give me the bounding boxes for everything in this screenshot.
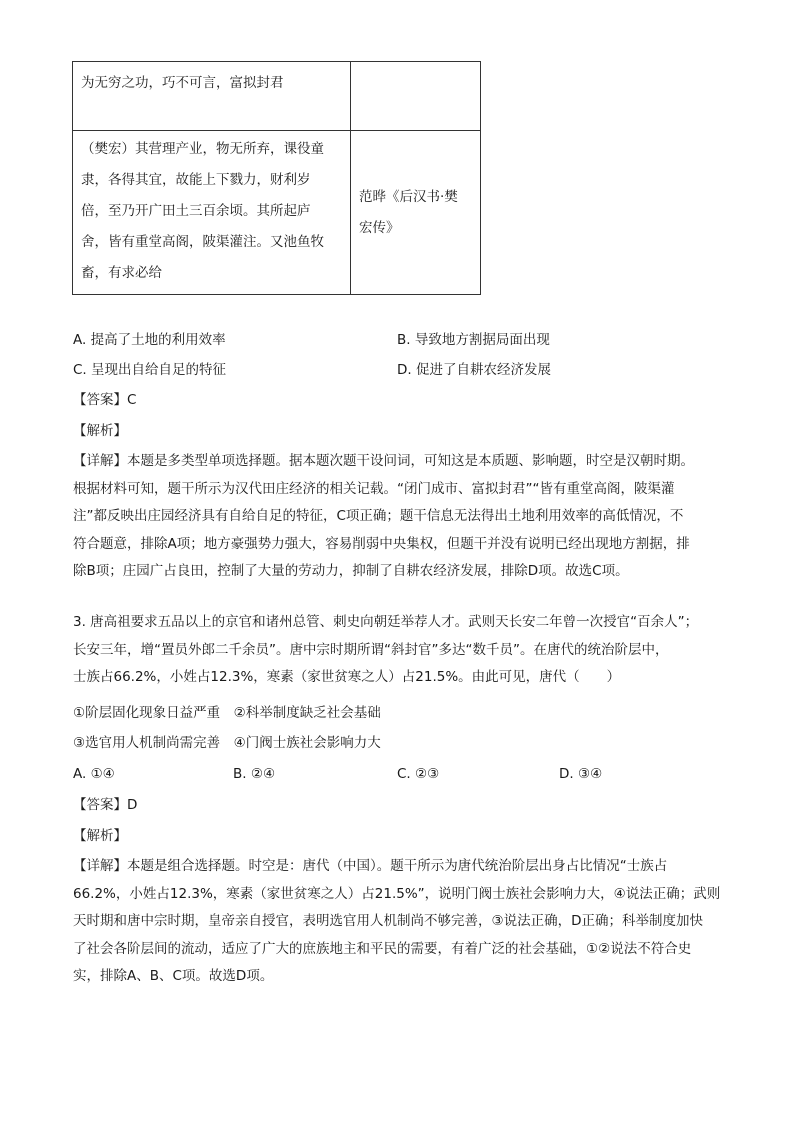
table-text-line: 畜，有求必给 bbox=[81, 265, 162, 281]
q2-detail-line: 注”都反映出庄园经济具有自给自足的特征，C项正确；题干信息无法得出土地利用效率的高低情况，不 bbox=[73, 508, 684, 525]
q3-option-c: C. ②③ bbox=[397, 766, 440, 782]
q3-option-b: B. ②④ bbox=[233, 766, 276, 782]
source-line: 宏传》 bbox=[359, 219, 400, 236]
q3-option-a: A. ①④ bbox=[73, 766, 115, 782]
table-cell-source bbox=[351, 62, 481, 131]
q3-stem-line: 3. 唐高祖要求五品以上的京官和诸州总管、刺史向朝廷举荐人才。武则天长安二年曾一次授官“百余人”； bbox=[73, 614, 699, 630]
q2-option-c: C. 呈现出自给自足的特征 bbox=[73, 362, 227, 378]
q2-detail-line: 符合题意，排除A项；地方豪强势力强大，容易削弱中央集权，但题干并没有说明已经出现地方割据，排 bbox=[73, 535, 690, 552]
table-row bbox=[73, 62, 481, 131]
q2-detail-paragraph bbox=[73, 448, 725, 586]
table-text-line: 舍，皆有重堂高阁，陂渠灌注。又池鱼牧 bbox=[81, 234, 324, 250]
table-row bbox=[73, 131, 481, 295]
q3-detail-line: 66.2%，小姓占12.3%，寒素（家世贫寒之人）占21.5%”，说明门阀士族社会影响力大，④说法正确；武则 bbox=[73, 885, 721, 902]
table-cell-source bbox=[351, 131, 481, 295]
q3-detail-line: 天时期和唐中宗时期，皇帝亲自授官，表明选官用人机制尚不够完善，③说法正确，D正确；科举制度加快 bbox=[73, 913, 703, 930]
q3-answer: 【答案】D bbox=[73, 797, 138, 813]
q3-option-d: D. ③④ bbox=[559, 766, 603, 782]
q2-option-d: D. 促进了自耕农经济发展 bbox=[397, 362, 551, 378]
table-text-line: 倍，至乃开广田土三百余顷。其所起庐 bbox=[81, 203, 311, 219]
q2-detail-line: 【详解】本题是多类型单项选择题。据本题次题干设问词，可知这是本质题、影响题，时空是汉朝时期。 bbox=[73, 453, 694, 469]
q3-stem-line: 士族占66.2%，小姓占12.3%，寒素（家世贫寒之人）占21.5%。由此可见，唐代（ ） bbox=[73, 669, 621, 686]
q2-analysis-heading: 【解析】 bbox=[73, 423, 127, 439]
q2-option-a: A. 提高了土地的利用效率 bbox=[73, 332, 226, 348]
q2-answer: 【答案】C bbox=[73, 392, 137, 408]
q2-option-b: B. 导致地方割据局面出现 bbox=[397, 332, 550, 348]
q3-statements-2: ③选官用人机制尚需完善 ④门阀士族社会影响力大 bbox=[73, 735, 381, 751]
table-text-line: 隶，各得其宜，故能上下戮力，财利岁 bbox=[81, 172, 311, 188]
table-cell-text: 为无穷之功，巧不可言，富拟封君 bbox=[73, 62, 351, 131]
q3-statements-1: ①阶层固化现象日益严重 ②科举制度缺乏社会基础 bbox=[73, 705, 381, 721]
source-line: 范晔《后汉书·樊 bbox=[359, 188, 458, 205]
table-text-line: （樊宏）其营理产业，物无所弃，课役童 bbox=[81, 141, 324, 157]
table-cell-text bbox=[73, 131, 351, 295]
q3-detail-paragraph bbox=[73, 853, 725, 991]
q3-detail-line: 了社会各阶层间的流动，适应了广大的庶族地主和平民的需要，有着广泛的社会基础，①②说法不符合史 bbox=[73, 940, 692, 957]
q3-stem bbox=[73, 609, 725, 692]
q2-detail-line: 除B项；庄园广占良田，控制了大量的劳动力，抑制了自耕农经济发展，排除D项。故选C项。 bbox=[73, 563, 629, 580]
q2-detail-line: 根据材料可知，题干所示为汉代田庄经济的相关记载。“闭门成市、富拟封君”“皆有重堂高阁，陂渠灌 bbox=[73, 480, 675, 497]
q3-detail-line: 实，排除A、B、C项。故选D项。 bbox=[73, 968, 274, 985]
q3-detail-line: 【详解】本题是组合选择题。时空是：唐代（中国）。题干所示为唐代统治阶层出身占比情况“士族占 bbox=[73, 858, 668, 874]
q3-analysis-heading: 【解析】 bbox=[73, 828, 127, 844]
q3-stem-line: 长安三年，增“置员外郎二千余员”。唐中宗时期所谓“斜封官”多达“数千员”。在唐代的统治阶层中， bbox=[73, 641, 669, 658]
source-table bbox=[72, 61, 481, 295]
